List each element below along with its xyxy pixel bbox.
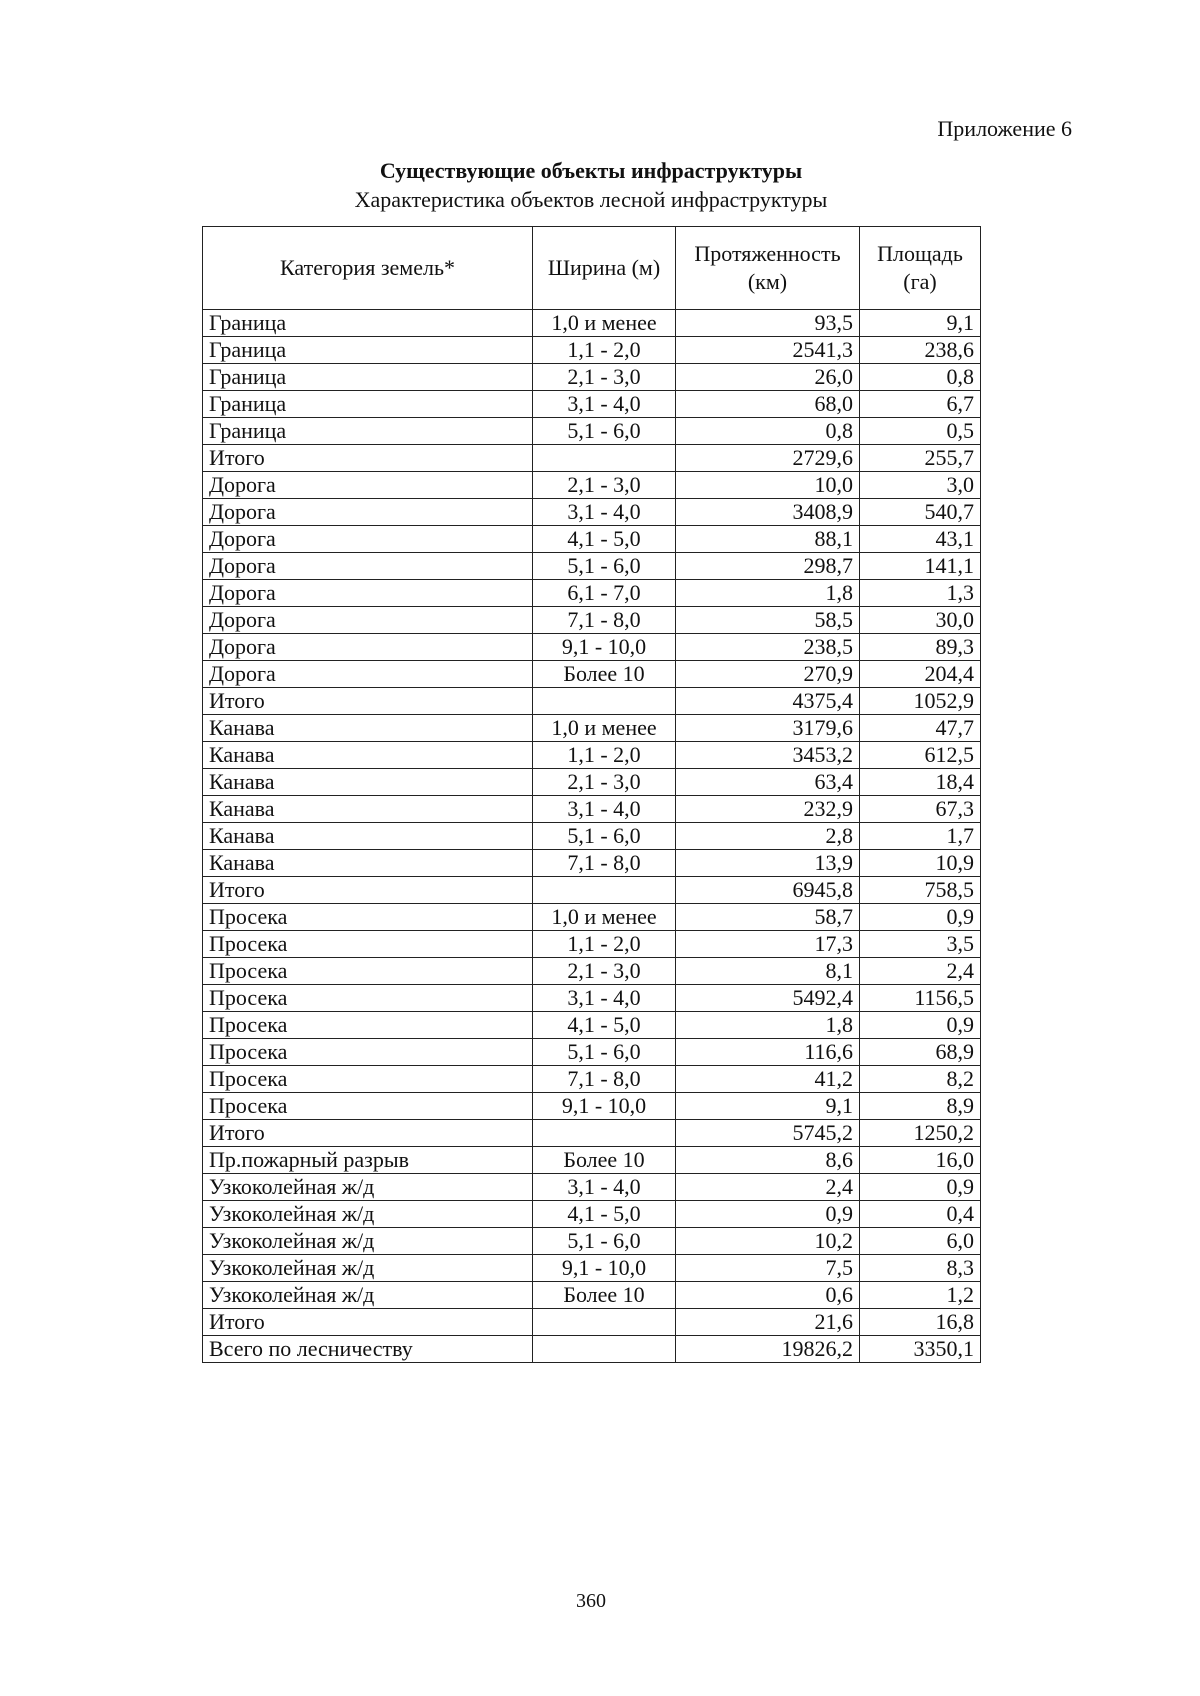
table-body: [203, 310, 981, 1363]
cell-width: 1,1 - 2,0: [533, 931, 676, 958]
cell-category: Узкоколейная ж/д: [203, 1255, 533, 1282]
cell-category: Узкоколейная ж/д: [203, 1228, 533, 1255]
cell-width: 7,1 - 8,0: [533, 1066, 676, 1093]
cell-area: 18,4: [860, 769, 981, 796]
cell-area: 43,1: [860, 526, 981, 553]
cell-length: 5745,2: [676, 1120, 860, 1147]
cell-length: 10,0: [676, 472, 860, 499]
cell-length: 26,0: [676, 364, 860, 391]
cell-category: Просека: [203, 1066, 533, 1093]
table-row: [203, 715, 981, 742]
cell-width: 1,1 - 2,0: [533, 742, 676, 769]
cell-length: 6945,8: [676, 877, 860, 904]
cell-area: 255,7: [860, 445, 981, 472]
table-row: [203, 1093, 981, 1120]
cell-area: 0,9: [860, 1012, 981, 1039]
cell-area: 67,3: [860, 796, 981, 823]
cell-category: Дорога: [203, 526, 533, 553]
cell-length: 3408,9: [676, 499, 860, 526]
cell-category: Граница: [203, 391, 533, 418]
cell-area: 0,9: [860, 1174, 981, 1201]
page-number: 360: [576, 1590, 606, 1612]
cell-length: 7,5: [676, 1255, 860, 1282]
cell-category: Дорога: [203, 472, 533, 499]
cell-area: 8,2: [860, 1066, 981, 1093]
cell-length: 1,8: [676, 1012, 860, 1039]
cell-length: 2,4: [676, 1174, 860, 1201]
table-header: [203, 227, 981, 310]
table-row: [203, 1201, 981, 1228]
cell-width: 2,1 - 3,0: [533, 364, 676, 391]
cell-width: [533, 688, 676, 715]
table-row: [203, 796, 981, 823]
column-header-width: Ширина (м): [533, 227, 676, 310]
cell-area: 0,4: [860, 1201, 981, 1228]
cell-width: 5,1 - 6,0: [533, 418, 676, 445]
table-row: [203, 1039, 981, 1066]
cell-width: [533, 1309, 676, 1336]
infrastructure-table: [202, 226, 981, 1363]
cell-width: 1,0 и менее: [533, 715, 676, 742]
cell-category: Итого: [203, 1120, 533, 1147]
table-row: [203, 634, 981, 661]
table-row: [203, 1174, 981, 1201]
cell-length: 41,2: [676, 1066, 860, 1093]
cell-area: 0,5: [860, 418, 981, 445]
cell-length: 238,5: [676, 634, 860, 661]
cell-length: 10,2: [676, 1228, 860, 1255]
cell-length: 298,7: [676, 553, 860, 580]
cell-length: 1,8: [676, 580, 860, 607]
table-row: [203, 958, 981, 985]
appendix-label: Приложение 6: [937, 116, 1072, 141]
cell-category: Дорога: [203, 607, 533, 634]
cell-area: 0,8: [860, 364, 981, 391]
cell-category: Итого: [203, 688, 533, 715]
cell-length: 8,6: [676, 1147, 860, 1174]
cell-width: 3,1 - 4,0: [533, 796, 676, 823]
table-row: [203, 1066, 981, 1093]
cell-area: 9,1: [860, 310, 981, 337]
cell-length: 4375,4: [676, 688, 860, 715]
cell-category: Канава: [203, 850, 533, 877]
cell-category: Просека: [203, 904, 533, 931]
cell-length: 116,6: [676, 1039, 860, 1066]
cell-length: 0,9: [676, 1201, 860, 1228]
cell-category: Дорога: [203, 580, 533, 607]
table-row: [203, 1120, 981, 1147]
cell-length: 68,0: [676, 391, 860, 418]
cell-category: Просека: [203, 931, 533, 958]
cell-width: [533, 877, 676, 904]
cell-category: Просека: [203, 1039, 533, 1066]
cell-area: 6,7: [860, 391, 981, 418]
cell-length: 3453,2: [676, 742, 860, 769]
cell-width: Более 10: [533, 1282, 676, 1309]
cell-width: 9,1 - 10,0: [533, 634, 676, 661]
cell-category: Канава: [203, 769, 533, 796]
cell-length: 19826,2: [676, 1336, 860, 1363]
table-row: [203, 364, 981, 391]
table-row: [203, 877, 981, 904]
cell-area: 8,3: [860, 1255, 981, 1282]
cell-category: Пр.пожарный разрыв: [203, 1147, 533, 1174]
cell-area: 1250,2: [860, 1120, 981, 1147]
table-row: [203, 607, 981, 634]
cell-width: 5,1 - 6,0: [533, 1228, 676, 1255]
cell-category: Граница: [203, 337, 533, 364]
cell-area: 8,9: [860, 1093, 981, 1120]
table-row: [203, 418, 981, 445]
cell-category: Всего по лесничеству: [203, 1336, 533, 1363]
cell-length: 9,1: [676, 1093, 860, 1120]
cell-width: 6,1 - 7,0: [533, 580, 676, 607]
cell-width: Более 10: [533, 661, 676, 688]
table-row: [203, 688, 981, 715]
cell-category: Канава: [203, 796, 533, 823]
cell-category: Канава: [203, 715, 533, 742]
cell-category: Просека: [203, 958, 533, 985]
cell-area: 540,7: [860, 499, 981, 526]
table-row: [203, 661, 981, 688]
cell-area: 68,9: [860, 1039, 981, 1066]
cell-width: 1,0 и менее: [533, 904, 676, 931]
cell-area: 2,4: [860, 958, 981, 985]
cell-length: 2,8: [676, 823, 860, 850]
cell-width: 3,1 - 4,0: [533, 985, 676, 1012]
document-title: Существующие объекты инфраструктуры: [379, 158, 803, 183]
cell-length: 58,7: [676, 904, 860, 931]
cell-area: 0,9: [860, 904, 981, 931]
cell-width: 5,1 - 6,0: [533, 823, 676, 850]
cell-width: 4,1 - 5,0: [533, 1201, 676, 1228]
table-header-row: [203, 227, 981, 310]
table-row: [203, 391, 981, 418]
cell-length: 0,6: [676, 1282, 860, 1309]
cell-category: Дорога: [203, 634, 533, 661]
cell-area: 612,5: [860, 742, 981, 769]
cell-area: 1052,9: [860, 688, 981, 715]
cell-length: 8,1: [676, 958, 860, 985]
cell-area: 3,0: [860, 472, 981, 499]
cell-width: 5,1 - 6,0: [533, 553, 676, 580]
cell-category: Граница: [203, 418, 533, 445]
cell-category: Просека: [203, 1093, 533, 1120]
cell-width: 2,1 - 3,0: [533, 769, 676, 796]
table-row: [203, 310, 981, 337]
cell-length: 2729,6: [676, 445, 860, 472]
cell-category: Канава: [203, 823, 533, 850]
table-row: [203, 580, 981, 607]
table-row: [203, 1309, 981, 1336]
cell-length: 58,5: [676, 607, 860, 634]
table-row: [203, 526, 981, 553]
cell-width: 4,1 - 5,0: [533, 1012, 676, 1039]
cell-area: 30,0: [860, 607, 981, 634]
cell-area: 16,0: [860, 1147, 981, 1174]
cell-width: 9,1 - 10,0: [533, 1255, 676, 1282]
cell-width: 7,1 - 8,0: [533, 850, 676, 877]
cell-length: 93,5: [676, 310, 860, 337]
cell-length: 63,4: [676, 769, 860, 796]
cell-width: 2,1 - 3,0: [533, 472, 676, 499]
cell-area: 16,8: [860, 1309, 981, 1336]
table-row: [203, 337, 981, 364]
cell-width: Более 10: [533, 1147, 676, 1174]
cell-category: Узкоколейная ж/д: [203, 1282, 533, 1309]
cell-area: 6,0: [860, 1228, 981, 1255]
cell-width: 7,1 - 8,0: [533, 607, 676, 634]
cell-area: 47,7: [860, 715, 981, 742]
cell-category: Дорога: [203, 661, 533, 688]
cell-area: 1,3: [860, 580, 981, 607]
cell-length: 13,9: [676, 850, 860, 877]
cell-area: 3350,1: [860, 1336, 981, 1363]
cell-width: 9,1 - 10,0: [533, 1093, 676, 1120]
cell-length: 17,3: [676, 931, 860, 958]
table-row: [203, 769, 981, 796]
cell-category: Итого: [203, 1309, 533, 1336]
table-row: [203, 553, 981, 580]
cell-length: 88,1: [676, 526, 860, 553]
cell-length: 232,9: [676, 796, 860, 823]
cell-length: 5492,4: [676, 985, 860, 1012]
table-row: [203, 931, 981, 958]
document-subtitle: Характеристика объектов лесной инфраструктуры: [354, 187, 828, 212]
table-row: [203, 1012, 981, 1039]
column-header-area: Площадь (га): [860, 227, 981, 310]
table-row: [203, 1147, 981, 1174]
cell-length: 21,6: [676, 1309, 860, 1336]
cell-area: 1,7: [860, 823, 981, 850]
cell-category: Канава: [203, 742, 533, 769]
cell-width: 1,0 и менее: [533, 310, 676, 337]
cell-area: 204,4: [860, 661, 981, 688]
cell-category: Узкоколейная ж/д: [203, 1201, 533, 1228]
cell-width: 4,1 - 5,0: [533, 526, 676, 553]
cell-width: 1,1 - 2,0: [533, 337, 676, 364]
table-row: [203, 1255, 981, 1282]
table-row: [203, 823, 981, 850]
cell-length: 0,8: [676, 418, 860, 445]
table-row: [203, 985, 981, 1012]
cell-area: 89,3: [860, 634, 981, 661]
table-row: [203, 1228, 981, 1255]
cell-area: 238,6: [860, 337, 981, 364]
cell-area: 3,5: [860, 931, 981, 958]
cell-length: 2541,3: [676, 337, 860, 364]
table-row: [203, 1282, 981, 1309]
column-header-length: Протяженность (км): [676, 227, 860, 310]
cell-width: 3,1 - 4,0: [533, 499, 676, 526]
table-row: [203, 850, 981, 877]
cell-area: 1156,5: [860, 985, 981, 1012]
cell-category: Просека: [203, 1012, 533, 1039]
cell-category: Узкоколейная ж/д: [203, 1174, 533, 1201]
cell-category: Граница: [203, 364, 533, 391]
cell-width: 3,1 - 4,0: [533, 1174, 676, 1201]
cell-width: 2,1 - 3,0: [533, 958, 676, 985]
cell-length: 270,9: [676, 661, 860, 688]
cell-category: Дорога: [203, 553, 533, 580]
cell-width: 5,1 - 6,0: [533, 1039, 676, 1066]
table-row: [203, 445, 981, 472]
cell-category: Граница: [203, 310, 533, 337]
cell-area: 10,9: [860, 850, 981, 877]
table-row: [203, 472, 981, 499]
cell-area: 758,5: [860, 877, 981, 904]
cell-area: 1,2: [860, 1282, 981, 1309]
cell-category: Дорога: [203, 499, 533, 526]
table-row: [203, 1336, 981, 1363]
table-row: [203, 742, 981, 769]
cell-width: [533, 445, 676, 472]
cell-area: 141,1: [860, 553, 981, 580]
table-row: [203, 499, 981, 526]
cell-length: 3179,6: [676, 715, 860, 742]
cell-width: [533, 1336, 676, 1363]
cell-category: Итого: [203, 877, 533, 904]
cell-width: [533, 1120, 676, 1147]
cell-width: 3,1 - 4,0: [533, 391, 676, 418]
table-row: [203, 904, 981, 931]
cell-category: Просека: [203, 985, 533, 1012]
cell-category: Итого: [203, 445, 533, 472]
column-header-category: Категория земель*: [203, 227, 533, 310]
